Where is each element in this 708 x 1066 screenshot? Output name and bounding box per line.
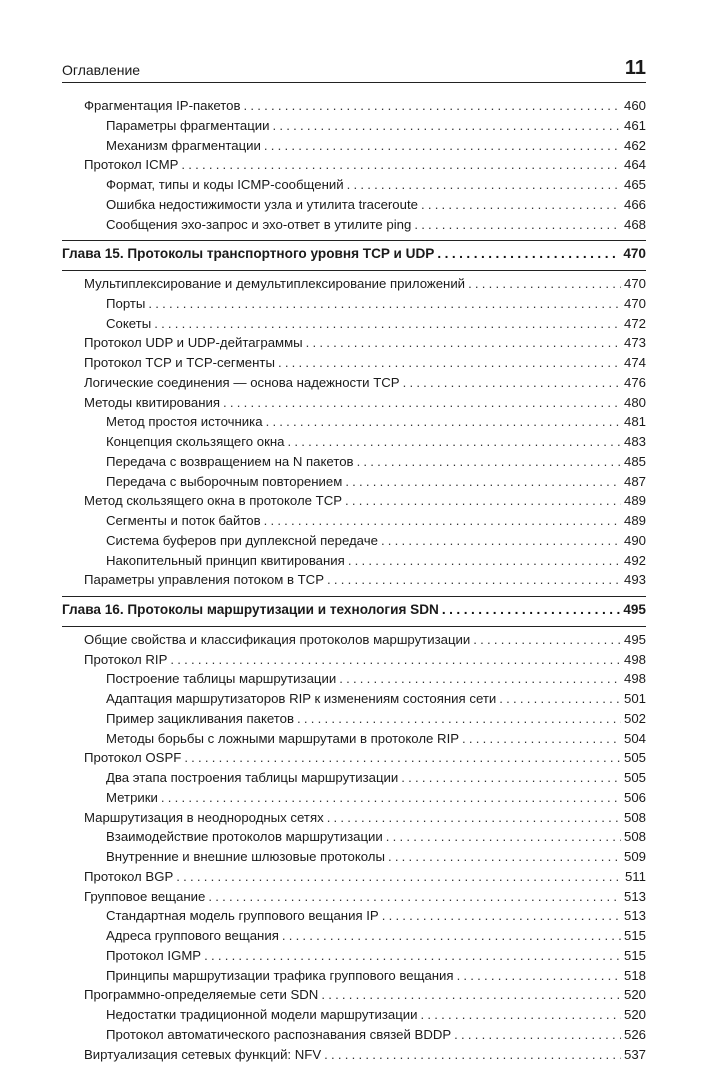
toc-section-page-number: 505 xyxy=(621,750,646,765)
toc-subsection-title: Метод простоя источника xyxy=(106,414,266,429)
dot-leader xyxy=(327,810,621,825)
toc-section-page-number: 493 xyxy=(621,572,646,587)
toc-subsection-page-number: 506 xyxy=(621,790,646,805)
toc-subsection-title: Порты xyxy=(106,296,148,311)
toc-section-title: Параметры управления потоком в TCP xyxy=(84,572,327,587)
dot-leader xyxy=(421,197,621,212)
toc-section-page-number: 480 xyxy=(621,395,646,410)
dot-leader xyxy=(386,829,621,844)
toc-subsection-title: Передача с возвращением на N пакетов xyxy=(106,454,357,469)
toc-section xyxy=(62,157,646,177)
toc-subsection xyxy=(62,770,646,790)
toc-chapter xyxy=(62,602,646,622)
dot-leader xyxy=(421,1007,621,1022)
toc-section-title: Виртуализация сетевых функций: NFV xyxy=(84,1047,324,1062)
toc-subsection xyxy=(62,177,646,197)
toc-subsection-page-number: 520 xyxy=(621,1007,646,1022)
toc-section-page-number: 470 xyxy=(621,276,646,291)
toc-section xyxy=(62,355,646,375)
toc-subsection xyxy=(62,217,646,237)
chapter-divider xyxy=(62,270,646,271)
page-number: 11 xyxy=(625,57,646,80)
toc-section xyxy=(62,375,646,395)
dot-leader xyxy=(148,296,621,311)
dot-leader xyxy=(204,948,621,963)
toc-subsection-title: Пример зацикливания пакетов xyxy=(106,711,297,726)
toc-subsection-title: Система буферов при дуплексной передаче xyxy=(106,533,381,548)
toc-subsection xyxy=(62,928,646,948)
dot-leader xyxy=(345,493,621,508)
toc-subsection-title: Взаимодействие протоколов маршрутизации xyxy=(106,829,386,844)
dot-leader xyxy=(381,533,621,548)
toc-subsection-title: Параметры фрагментации xyxy=(106,118,273,133)
toc-section xyxy=(62,632,646,652)
toc-subsection-title: Протокол автоматического распознавания связей BDDP xyxy=(106,1027,454,1042)
toc-chapter-page-number: 495 xyxy=(620,602,646,617)
toc-subsection-page-number: 492 xyxy=(621,553,646,568)
dot-leader xyxy=(208,889,621,904)
toc-section xyxy=(62,98,646,118)
toc-section-title: Общие свойства и классификация протоколов маршрутизации xyxy=(84,632,473,647)
toc-subsection-page-number: 485 xyxy=(621,454,646,469)
toc-section-page-number: 513 xyxy=(621,889,646,904)
toc-chapter-page-number: 470 xyxy=(620,246,646,261)
toc-subsection-page-number: 501 xyxy=(621,691,646,706)
toc-subsection-title: Ошибка недостижимости узла и утилита traceroute xyxy=(106,197,421,212)
toc-subsection-title: Методы борьбы с ложными маршрутами в протоколе RIP xyxy=(106,731,462,746)
dot-leader xyxy=(437,246,620,261)
toc-section-title: Маршрутизация в неоднородных сетях xyxy=(84,810,327,825)
dot-leader xyxy=(357,454,621,469)
toc-subsection xyxy=(62,118,646,138)
toc-section-title: Метод скользящего окна в протоколе TCP xyxy=(84,493,345,508)
toc-subsection-page-number: 483 xyxy=(621,434,646,449)
dot-leader xyxy=(345,474,621,489)
toc-subsection xyxy=(62,849,646,869)
dot-leader xyxy=(348,553,621,568)
toc-section-title: Протокол BGP xyxy=(84,869,176,884)
dot-leader xyxy=(306,335,621,350)
toc-subsection xyxy=(62,968,646,988)
toc-section-title: Протокол OSPF xyxy=(84,750,184,765)
toc-subsection-page-number: 513 xyxy=(621,908,646,923)
toc-subsection-page-number: 515 xyxy=(621,948,646,963)
toc-subsection xyxy=(62,908,646,928)
toc-subsection xyxy=(62,138,646,158)
dot-leader xyxy=(327,572,621,587)
dot-leader xyxy=(442,602,620,617)
toc-section-title: Протокол TCP и TCP-сегменты xyxy=(84,355,278,370)
toc-subsection-page-number: 468 xyxy=(621,217,646,232)
toc-section-page-number: 498 xyxy=(621,652,646,667)
toc-subsection-page-number: 461 xyxy=(621,118,646,133)
dot-leader xyxy=(499,691,621,706)
toc-subsection-page-number: 465 xyxy=(621,177,646,192)
dot-leader xyxy=(388,849,621,864)
toc-section-title: Протокол UDP и UDP-дейтаграммы xyxy=(84,335,306,350)
toc-subsection-title: Передача с выборочным повторением xyxy=(106,474,345,489)
toc-section xyxy=(62,276,646,296)
toc-section-page-number: 508 xyxy=(621,810,646,825)
dot-leader xyxy=(161,790,621,805)
dot-leader xyxy=(154,316,621,331)
toc-section-title: Методы квитирования xyxy=(84,395,223,410)
toc-subsection xyxy=(62,553,646,573)
toc-chapter-title: Глава 15. Протоколы транспортного уровня TCP и UDP xyxy=(62,246,437,261)
toc-subsection-page-number: 526 xyxy=(621,1027,646,1042)
toc-section xyxy=(62,869,646,889)
toc-subsection-title: Недостатки традиционной модели маршрутизации xyxy=(106,1007,421,1022)
toc-subsection-page-number: 508 xyxy=(621,829,646,844)
table-of-contents xyxy=(62,98,646,1066)
toc-subsection-page-number: 505 xyxy=(621,770,646,785)
toc-subsection-page-number: 509 xyxy=(621,849,646,864)
toc-section xyxy=(62,572,646,592)
dot-leader xyxy=(454,1027,621,1042)
toc-subsection-page-number: 502 xyxy=(621,711,646,726)
toc-subsection xyxy=(62,513,646,533)
toc-subsection xyxy=(62,790,646,810)
toc-section-title: Протокол RIP xyxy=(84,652,170,667)
toc-subsection xyxy=(62,197,646,217)
toc-subsection-title: Стандартная модель группового вещания IP xyxy=(106,908,382,923)
toc-subsection xyxy=(62,731,646,751)
toc-subsection-title: Накопительный принцип квитирования xyxy=(106,553,348,568)
chapter-divider xyxy=(62,240,646,241)
toc-subsection-page-number: 489 xyxy=(621,513,646,528)
toc-section-page-number: 476 xyxy=(621,375,646,390)
toc-subsection-title: Два этапа построения таблицы маршрутизации xyxy=(106,770,401,785)
toc-section-page-number: 520 xyxy=(621,987,646,1002)
dot-leader xyxy=(457,968,621,983)
toc-subsection-title: Построение таблицы маршрутизации xyxy=(106,671,339,686)
toc-section-page-number: 489 xyxy=(621,493,646,508)
toc-subsection-title: Протокол IGMP xyxy=(106,948,204,963)
toc-subsection-page-number: 504 xyxy=(621,731,646,746)
toc-chapter xyxy=(62,246,646,266)
toc-chapter-title: Глава 16. Протоколы маршрутизации и технология SDN xyxy=(62,602,442,617)
toc-subsection xyxy=(62,691,646,711)
toc-section-title: Программно-определяемые сети SDN xyxy=(84,987,321,1002)
chapter-divider xyxy=(62,596,646,597)
dot-leader xyxy=(324,1047,621,1062)
toc-subsection xyxy=(62,414,646,434)
toc-section xyxy=(62,1047,646,1066)
toc-subsection-title: Механизм фрагментации xyxy=(106,138,264,153)
toc-section xyxy=(62,652,646,672)
page-header xyxy=(62,56,646,83)
toc-section xyxy=(62,987,646,1007)
toc-section xyxy=(62,889,646,909)
dot-leader xyxy=(223,395,621,410)
dot-leader xyxy=(473,632,621,647)
toc-subsection-page-number: 487 xyxy=(621,474,646,489)
toc-subsection-page-number: 472 xyxy=(621,316,646,331)
toc-subsection xyxy=(62,434,646,454)
toc-subsection-title: Адреса группового вещания xyxy=(106,928,282,943)
toc-subsection xyxy=(62,829,646,849)
toc-section-page-number: 474 xyxy=(621,355,646,370)
toc-subsection xyxy=(62,316,646,336)
dot-leader xyxy=(288,434,621,449)
toc-subsection-page-number: 515 xyxy=(621,928,646,943)
dot-leader xyxy=(184,750,621,765)
toc-section xyxy=(62,395,646,415)
toc-section-page-number: 511 xyxy=(621,869,646,884)
toc-subsection-title: Сообщения эхо-запрос и эхо-ответ в утилите ping xyxy=(106,217,414,232)
toc-subsection xyxy=(62,296,646,316)
dot-leader xyxy=(401,770,621,785)
dot-leader xyxy=(468,276,621,291)
toc-section xyxy=(62,493,646,513)
toc-subsection xyxy=(62,1027,646,1047)
dot-leader xyxy=(264,138,621,153)
dot-leader xyxy=(282,928,621,943)
dot-leader xyxy=(297,711,621,726)
chapter-divider xyxy=(62,626,646,627)
toc-subsection-page-number: 462 xyxy=(621,138,646,153)
toc-subsection xyxy=(62,1007,646,1027)
toc-section-title: Групповое вещание xyxy=(84,889,208,904)
toc-section xyxy=(62,750,646,770)
toc-subsection xyxy=(62,474,646,494)
dot-leader xyxy=(273,118,621,133)
dot-leader xyxy=(414,217,621,232)
toc-subsection-page-number: 518 xyxy=(621,968,646,983)
toc-subsection xyxy=(62,948,646,968)
toc-subsection-page-number: 498 xyxy=(621,671,646,686)
toc-section-page-number: 495 xyxy=(621,632,646,647)
dot-leader xyxy=(339,671,621,686)
dot-leader xyxy=(278,355,621,370)
dot-leader xyxy=(347,177,621,192)
dot-leader xyxy=(244,98,621,113)
dot-leader xyxy=(321,987,621,1002)
dot-leader xyxy=(462,731,621,746)
dot-leader xyxy=(403,375,621,390)
toc-section xyxy=(62,335,646,355)
toc-subsection-title: Концепция скользящего окна xyxy=(106,434,288,449)
toc-subsection-page-number: 470 xyxy=(621,296,646,311)
toc-subsection-title: Внутренние и внешние шлюзовые протоколы xyxy=(106,849,388,864)
toc-subsection-title: Адаптация маршрутизаторов RIP к изменениям состояния сети xyxy=(106,691,499,706)
running-title: Оглавление xyxy=(62,62,140,78)
toc-subsection xyxy=(62,454,646,474)
toc-subsection xyxy=(62,533,646,553)
toc-subsection-page-number: 466 xyxy=(621,197,646,212)
dot-leader xyxy=(382,908,621,923)
toc-section-title: Логические соединения — основа надежности TCP xyxy=(84,375,403,390)
dot-leader xyxy=(264,513,621,528)
toc-section-title: Мультиплексирование и демультиплексирование приложений xyxy=(84,276,468,291)
toc-subsection xyxy=(62,711,646,731)
dot-leader xyxy=(170,652,621,667)
toc-section-page-number: 537 xyxy=(621,1047,646,1062)
toc-section xyxy=(62,810,646,830)
dot-leader xyxy=(181,157,621,172)
dot-leader xyxy=(176,869,621,884)
toc-subsection-title: Формат, типы и коды ICMP-сообщений xyxy=(106,177,347,192)
dot-leader xyxy=(266,414,621,429)
toc-subsection-page-number: 481 xyxy=(621,414,646,429)
toc-section-page-number: 464 xyxy=(621,157,646,172)
toc-subsection xyxy=(62,671,646,691)
toc-section-title: Протокол ICMP xyxy=(84,157,181,172)
toc-subsection-title: Метрики xyxy=(106,790,161,805)
toc-section-page-number: 460 xyxy=(621,98,646,113)
toc-subsection-title: Сокеты xyxy=(106,316,154,331)
toc-subsection-page-number: 490 xyxy=(621,533,646,548)
toc-section-page-number: 473 xyxy=(621,335,646,350)
toc-section-title: Фрагментация IP-пакетов xyxy=(84,98,244,113)
toc-subsection-title: Сегменты и поток байтов xyxy=(106,513,264,528)
toc-subsection-title: Принципы маршрутизации трафика группового вещания xyxy=(106,968,457,983)
